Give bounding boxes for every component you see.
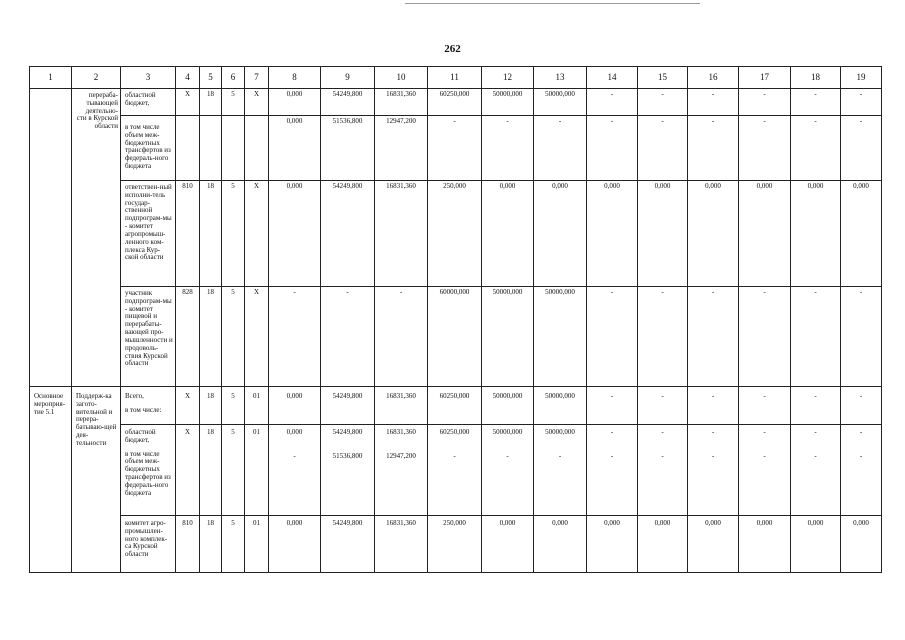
value-cell: 0,000 <box>705 519 721 527</box>
column-header: 5 <box>200 67 222 89</box>
column-header: 10 <box>375 67 428 89</box>
column-header: 17 <box>739 67 791 89</box>
value-line-1: - <box>661 428 664 436</box>
funding-source-cell <box>121 89 176 116</box>
value-cell: 0,000 <box>756 182 773 190</box>
value-cell: 0,000 <box>604 519 620 527</box>
value-cell: 16831,360 <box>386 90 416 98</box>
value-cell <box>482 425 534 516</box>
value-cell: 0,000 <box>552 182 568 190</box>
value-cell: 50000,000 <box>545 392 575 400</box>
value-cell <box>321 425 375 516</box>
value-line-1: 54249,800 <box>332 428 363 436</box>
value-cell: - <box>558 117 562 125</box>
table-row <box>30 425 882 516</box>
value-cell: - <box>346 288 349 296</box>
value-line-2: - <box>763 451 766 460</box>
value-cell: 50000,000 <box>545 288 575 296</box>
funding-source-sub: в том числе: <box>125 405 162 414</box>
column-header: 15 <box>638 67 688 89</box>
code-grbs: X <box>184 392 191 400</box>
value-cell <box>587 425 638 516</box>
column-header: 6 <box>222 67 245 89</box>
value-cell: 60250,000 <box>439 392 470 400</box>
funding-source: в том числе объем меж-бюджетных трансфертов из федераль-ного бюджета <box>125 123 171 171</box>
value-cell: 16831,360 <box>386 519 416 527</box>
code-pp: 5 <box>231 428 235 436</box>
code-gp: 18 <box>207 392 214 400</box>
value-line-2: - <box>453 451 456 460</box>
value-line-2: 12947,200 <box>386 451 416 460</box>
value-cell: 0,000 <box>286 519 303 527</box>
code-pp: 5 <box>231 288 235 296</box>
value-cell: - <box>711 90 715 98</box>
column-header: 13 <box>534 67 587 89</box>
funding-source: комитет агро-промышлен-ного комплек-са Курской области <box>125 519 168 559</box>
value-cell: 0,000 <box>654 182 671 190</box>
value-cell: 54249,800 <box>332 392 363 400</box>
code-gp: 18 <box>207 182 214 190</box>
column-header: 12 <box>482 67 534 89</box>
code-om: 01 <box>253 428 260 436</box>
funding-source: областной бюджет, <box>125 91 156 107</box>
value-cell: 16831,360 <box>386 182 416 190</box>
value-cell: - <box>859 288 863 296</box>
table-row <box>30 181 882 287</box>
value-line-1: - <box>763 428 766 436</box>
value-cell <box>841 425 882 516</box>
value-cell: - <box>711 117 715 125</box>
table-row <box>30 387 882 425</box>
value-cell: - <box>763 90 766 98</box>
value-line-1: 60250,000 <box>439 428 470 436</box>
value-cell: - <box>661 392 664 400</box>
value-cell <box>428 425 482 516</box>
value-line-1: - <box>711 428 715 436</box>
column-header: 14 <box>587 67 638 89</box>
value-cell: - <box>859 90 863 98</box>
code-gp: 18 <box>207 428 214 436</box>
value-cell: 12947,200 <box>386 117 416 125</box>
value-cell: - <box>661 90 664 98</box>
value-line-1: - <box>610 428 614 436</box>
value-cell: 50000,000 <box>492 90 523 98</box>
value-cell: 60250,000 <box>439 90 470 98</box>
page-number: 262 <box>444 43 461 55</box>
value-line-2: - <box>506 451 509 460</box>
column-header: 3 <box>121 67 176 89</box>
funding-source: ответствен-ный исполни-тель государ-ственной подпрограм-мы - комитет агропромыш-ленного ком-плекса Кур-ской области <box>125 183 172 262</box>
code-pp: 5 <box>231 392 235 400</box>
column-header: 16 <box>688 67 739 89</box>
value-cell: - <box>814 90 817 98</box>
value-line-2: - <box>558 451 562 460</box>
value-cell <box>688 425 739 516</box>
budget-table <box>29 66 882 573</box>
value-cell: 0,000 <box>705 182 721 190</box>
value-cell: - <box>763 288 766 296</box>
table-row <box>30 516 882 573</box>
value-cell: - <box>610 288 614 296</box>
funding-source: областной бюджет, <box>125 428 156 444</box>
funding-source: Всего, <box>125 392 144 400</box>
value-cell: 54249,800 <box>332 90 363 98</box>
value-line-2: 51536,800 <box>332 451 363 460</box>
value-cell: 51536,800 <box>332 117 363 125</box>
value-line-1: 16831,360 <box>386 428 416 436</box>
code-grbs: 828 <box>182 288 193 296</box>
value-cell <box>791 425 841 516</box>
value-line-1: 50000,000 <box>492 428 523 436</box>
value-cell <box>375 425 428 516</box>
value-cell: 0,000 <box>286 182 303 190</box>
value-cell: 50000,000 <box>492 288 523 296</box>
value-cell: - <box>814 392 817 400</box>
code-om: X <box>253 182 260 190</box>
code-grbs: X <box>184 90 191 98</box>
activity-name: Поддерж-ка загото-вительной и перера-батываю-щей дея-тельности <box>76 392 117 447</box>
column-header: 7 <box>245 67 269 89</box>
column-header: 1 <box>30 67 72 89</box>
value-cell: 0,000 <box>604 182 620 190</box>
value-cell: 54249,800 <box>332 519 363 527</box>
value-cell: - <box>859 392 863 400</box>
code-gp: 18 <box>207 90 214 98</box>
code-pp: 5 <box>231 519 235 527</box>
value-line-2: - <box>610 451 614 460</box>
value-line-2: - <box>293 451 296 460</box>
value-line-2: - <box>711 451 715 460</box>
value-cell: 0,000 <box>286 117 303 125</box>
value-cell: - <box>814 288 817 296</box>
value-cell: 0,000 <box>286 392 303 400</box>
table-row <box>30 89 882 116</box>
value-cell: 250,000 <box>443 182 466 190</box>
value-cell: 0,000 <box>853 182 869 190</box>
value-cell <box>269 425 321 516</box>
value-cell: - <box>763 392 766 400</box>
value-cell: 0,000 <box>756 519 773 527</box>
value-cell: - <box>661 288 664 296</box>
funding-source: участник подпрограм-мы - комитет пищевой и перерабаты-вающей про-мышленности и продоволь-ствия Курской области <box>125 289 173 368</box>
value-cell: - <box>610 117 614 125</box>
value-cell: 54249,800 <box>332 182 363 190</box>
column-header: 9 <box>321 67 375 89</box>
activity-name: перераба-тывающей деятельно-сти в Курской области <box>76 91 118 131</box>
value-line-1: - <box>859 428 863 436</box>
value-cell: - <box>661 117 664 125</box>
column-header: 11 <box>428 67 482 89</box>
value-cell: - <box>711 392 715 400</box>
header-row <box>30 67 882 89</box>
column-header: 19 <box>841 67 882 89</box>
value-cell: 0,000 <box>499 182 516 190</box>
value-cell: 0,000 <box>286 90 303 98</box>
code-grbs: X <box>184 428 191 436</box>
value-cell: 50000,000 <box>492 392 523 400</box>
value-cell: - <box>293 288 296 296</box>
value-cell: 60000,000 <box>439 288 470 296</box>
code-grbs: 810 <box>182 182 193 190</box>
value-cell: - <box>610 392 614 400</box>
value-cell: 16831,360 <box>386 392 416 400</box>
column-header: 4 <box>176 67 200 89</box>
column-header: 2 <box>72 67 121 89</box>
value-line-1: 50000,000 <box>545 428 575 436</box>
value-cell: - <box>859 117 863 125</box>
table-row <box>30 287 882 387</box>
value-cell <box>534 425 587 516</box>
value-cell: - <box>711 288 715 296</box>
value-cell <box>739 425 791 516</box>
value-line-2: - <box>814 451 817 460</box>
code-pp: 5 <box>231 90 235 98</box>
column-header: 18 <box>791 67 841 89</box>
value-cell: - <box>610 90 614 98</box>
value-cell: 250,000 <box>443 519 466 527</box>
value-line-1: 0,000 <box>286 428 303 436</box>
table-row <box>30 116 882 181</box>
activity-cell <box>30 89 72 387</box>
value-cell: - <box>763 117 766 125</box>
code-gp: 18 <box>207 288 214 296</box>
code-om: 01 <box>253 392 260 400</box>
activity-name-cell <box>72 89 121 387</box>
value-cell: 0,000 <box>499 519 516 527</box>
top-rule <box>405 3 700 4</box>
column-header: 8 <box>269 67 321 89</box>
value-cell: - <box>399 288 403 296</box>
value-cell: - <box>453 117 456 125</box>
value-cell: 0,000 <box>807 519 824 527</box>
activity-number: Основное мероприя-тие 5.1 <box>34 392 66 416</box>
value-cell: - <box>814 117 817 125</box>
value-cell <box>638 425 688 516</box>
funding-source-sub: в том числе объем меж-бюджетных трансфертов из федераль-ного бюджета <box>125 449 171 497</box>
value-cell: 0,000 <box>654 519 671 527</box>
code-grbs: 810 <box>182 519 193 527</box>
code-om: X <box>253 90 260 98</box>
value-cell: - <box>506 117 509 125</box>
code-pp: 5 <box>231 182 235 190</box>
code-gp: 18 <box>207 519 214 527</box>
value-cell: 0,000 <box>853 519 869 527</box>
value-cell: 0,000 <box>807 182 824 190</box>
value-cell: 50000,000 <box>545 90 575 98</box>
code-om: X <box>253 288 260 296</box>
value-line-1: - <box>814 428 817 436</box>
value-cell: 0,000 <box>552 519 568 527</box>
value-line-2: - <box>661 451 664 460</box>
value-line-2: - <box>859 451 863 460</box>
code-om: 01 <box>253 519 260 527</box>
